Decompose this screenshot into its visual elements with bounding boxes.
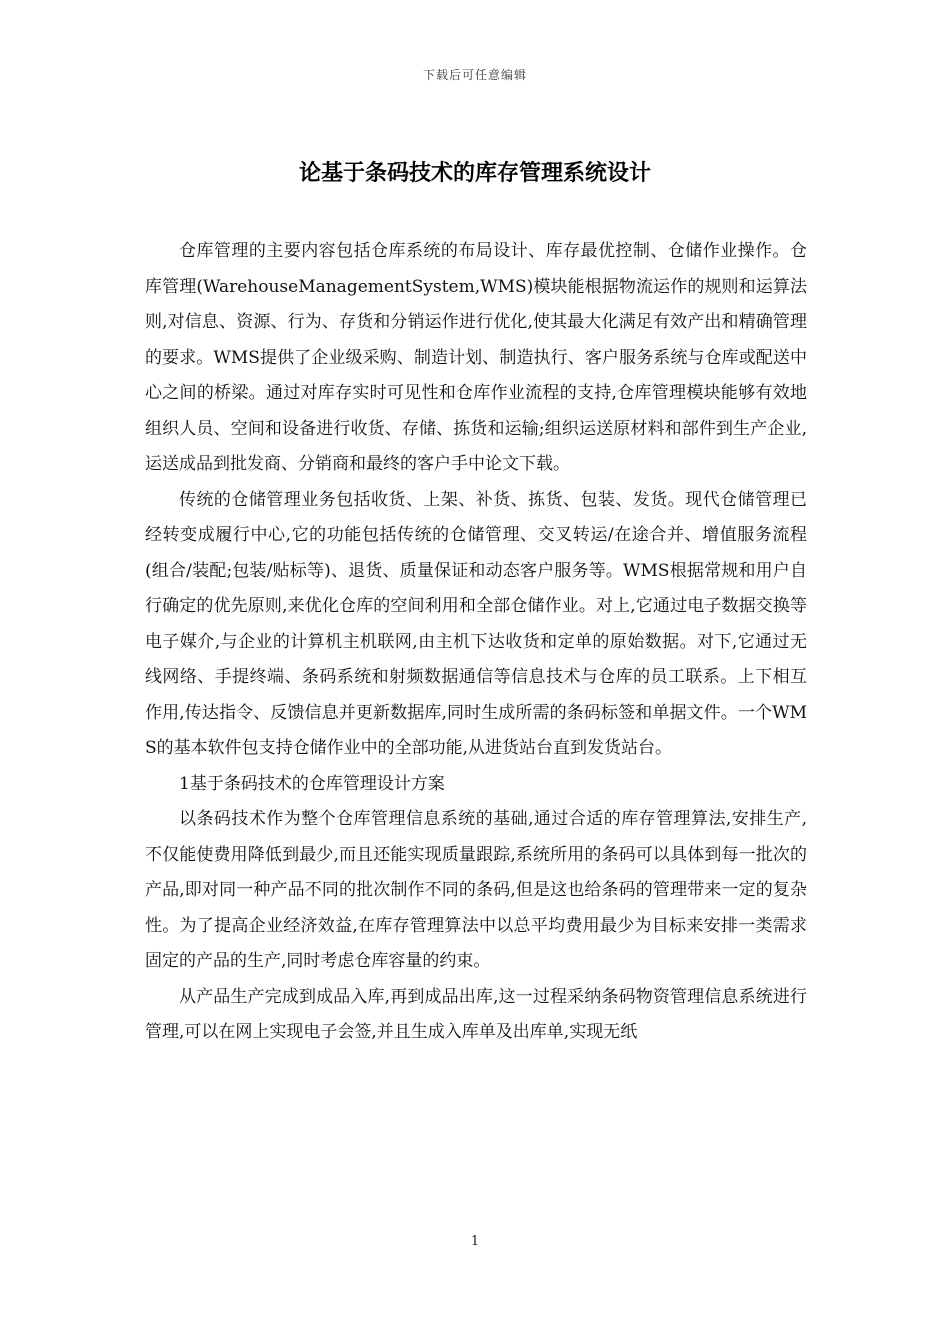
header-note: 下载后可任意编辑 <box>422 68 527 82</box>
paragraph-2: 传统的仓储管理业务包括收货、上架、补货、拣货、包装、发货。现代仓储管理已经转变成履行中心,它的功能包括传统的仓储管理、交叉转运/在途合并、增值服务流程(组合/装配;包装/贴标等)、退货、质量保证和动态客户服务等。WMS根据常规和用户自行确定的优先原则,来优化仓库的空间利用和全部仓储作业。对上,它通过电子数据交换等电子媒介,与企业的计算机主机联网,由主机下达收货和定单的原始数据。对下,它通过无线网络、手提终端、条码系统和射频数据通信等信息技术与仓库的员工联系。上下相互作用,传达指令、反馈信息并更新数据库,同时生成所需的条码标签和单据文件。一个WMS的基本软件包支持仓储作业中的全部功能,从进货站台直到发货站台。 <box>145 489 807 758</box>
paragraph-3: 以条码技术作为整个仓库管理信息系统的基础,通过合适的库存管理算法,安排生产,不仅能使费用降低到最少,而且还能实现质量跟踪,系统所用的条码可以具体到每一批次的产品,即对同一种产品不同的批次制作不同的条码,但是这也给条码的管理带来一定的复杂性。为了提高企业经济效益,在库存管理算法中以总平均费用最少为目标来安排一类需求固定的产品的生产,同时考虑仓库容量的约束。 <box>145 809 807 971</box>
section-heading: 1基于条码技术的仓库管理设计方案 <box>179 773 445 794</box>
paragraph-1: 仓库管理的主要内容包括仓库系统的布局设计、库存最优控制、仓储作业操作。仓库管理(WarehouseManagementSystem,WMS)模块能根据物流运作的规则和运算法则,对信息、资源、行为、存货和分销运作进行优化,使其最大化满足有效产出和精确管理的要求。WMS提供了企业级采购、制造计划、制造执行、客户服务系统与仓库或配送中心之间的桥梁。通过对库存实时可见性和仓库作业流程的支持,仓库管理模块能够有效地组织人员、空间和设备进行收货、存储、拣货和运输;组织运送原材料和部件到生产企业,运送成品到批发商、分销商和最终的客户手中论文下载。 <box>145 241 807 474</box>
document-body <box>145 234 807 1051</box>
paragraph-4: 从产品生产完成到成品入库,再到成品出库,这一过程采纳条码物资管理信息系统进行管理,可以在网上实现电子会签,并且生成入库单及出库单,实现无纸 <box>145 986 807 1042</box>
page-number: 1 <box>470 1234 480 1249</box>
document-title: 论基于条码技术的库存管理系统设计 <box>298 161 651 186</box>
